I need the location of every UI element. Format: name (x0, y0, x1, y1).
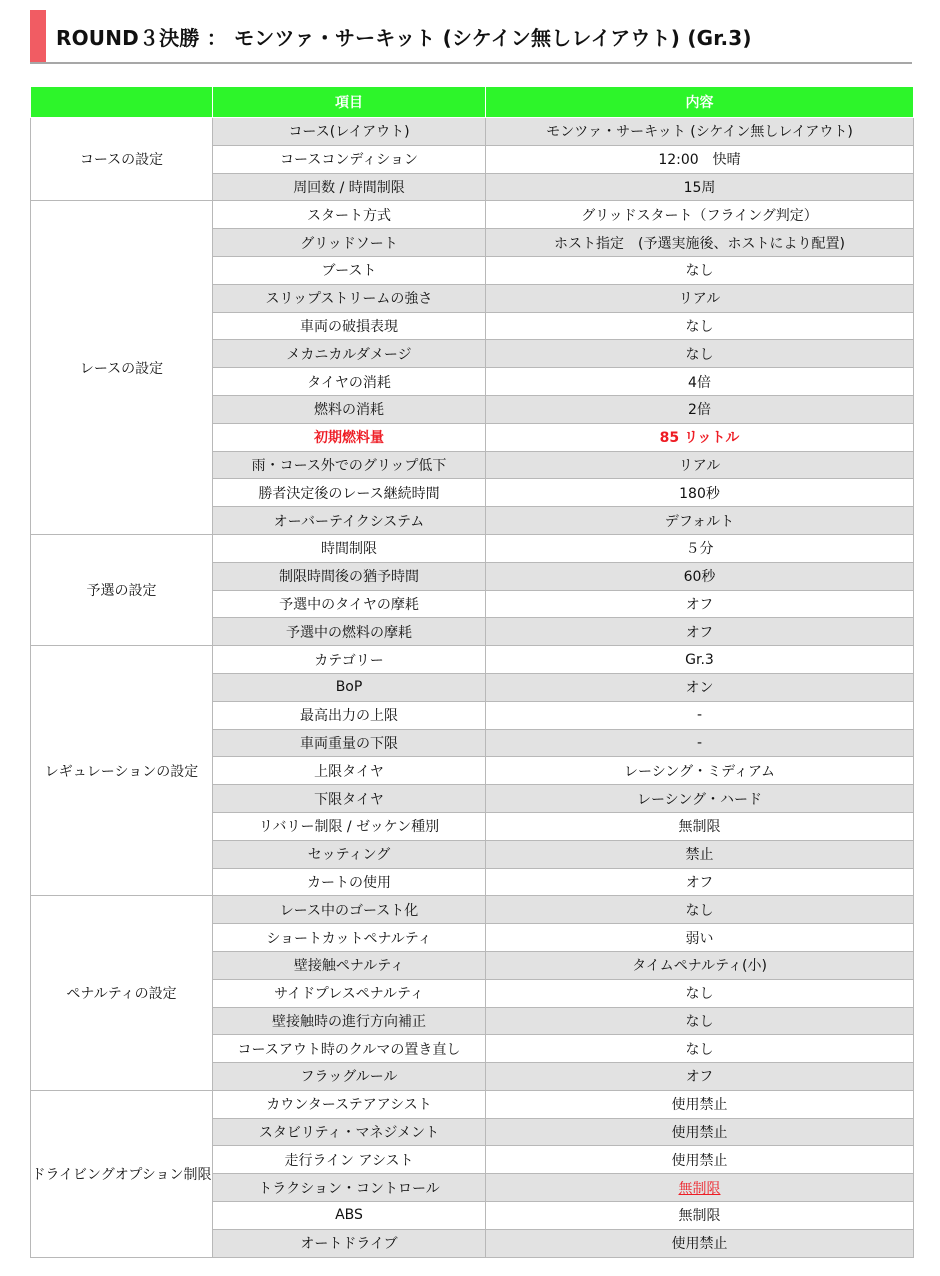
item-cell: フラッグルール (213, 1063, 486, 1091)
value-cell: 使用禁止 (486, 1090, 914, 1118)
value-cell: なし (486, 1007, 914, 1035)
item-cell: メカニカルダメージ (213, 340, 486, 368)
value-cell: 4倍 (486, 368, 914, 396)
value-cell: なし (486, 312, 914, 340)
value-cell: - (486, 729, 914, 757)
table-body (31, 118, 914, 1258)
category-cell: レースの設定 (31, 201, 213, 535)
value-cell: オン (486, 673, 914, 701)
item-cell: 予選中の燃料の摩耗 (213, 618, 486, 646)
value-cell: なし (486, 256, 914, 284)
item-cell: グリッドソート (213, 229, 486, 257)
item-cell: トラクション・コントロール (213, 1174, 486, 1202)
value-cell: 弱い (486, 924, 914, 952)
value-cell: 180秒 (486, 479, 914, 507)
value-cell: モンツァ・サーキット (シケイン無しレイアウト) (486, 118, 914, 146)
title-accent-bar (30, 10, 46, 62)
value-cell: 15周 (486, 173, 914, 201)
title-bar (30, 10, 912, 64)
value-cell: Gr.3 (486, 646, 914, 674)
item-cell: 時間制限 (213, 534, 486, 562)
value-cell: リアル (486, 451, 914, 479)
value-cell: 使用禁止 (486, 1146, 914, 1174)
item-cell: カートの使用 (213, 868, 486, 896)
page-title: ROUND３決勝 ： モンツァ・サーキット (シケイン無しレイアウト) (Gr.3) (56, 26, 752, 50)
item-cell: コース(レイアウト) (213, 118, 486, 146)
category-cell: レギュレーションの設定 (31, 646, 213, 896)
item-cell: 下限タイヤ (213, 785, 486, 813)
item-cell: 最高出力の上限 (213, 701, 486, 729)
table-row (31, 534, 914, 562)
item-cell: スタビリティ・マネジメント (213, 1118, 486, 1146)
value-cell: 無制限 (486, 1202, 914, 1230)
item-cell: 制限時間後の猶予時間 (213, 562, 486, 590)
value-cell: なし (486, 1035, 914, 1063)
value-cell: なし (486, 340, 914, 368)
value-cell: オフ (486, 1063, 914, 1091)
item-cell: リバリー制限 / ゼッケン種別 (213, 812, 486, 840)
value-cell: 使用禁止 (486, 1118, 914, 1146)
item-cell: BoP (213, 673, 486, 701)
header-category-cell (31, 87, 213, 118)
value-cell: 使用禁止 (486, 1229, 914, 1257)
item-cell: ABS (213, 1202, 486, 1230)
item-cell: スリップストリームの強さ (213, 284, 486, 312)
category-cell: コースの設定 (31, 118, 213, 201)
value-cell (486, 1174, 914, 1202)
table-row (31, 896, 914, 924)
value-cell: グリッドスタート（フライング判定） (486, 201, 914, 229)
table-row (31, 1090, 914, 1118)
value-cell: 12:00 快晴 (486, 145, 914, 173)
value-cell: ホスト指定 (予選実施後、ホストにより配置) (486, 229, 914, 257)
value-cell: 85 リットル (486, 423, 914, 451)
value-cell: レーシング・ハード (486, 785, 914, 813)
value-cell: 無制限 (486, 812, 914, 840)
item-cell: サイドプレスペナルティ (213, 979, 486, 1007)
table-row (31, 118, 914, 146)
item-cell: 車両重量の下限 (213, 729, 486, 757)
item-cell: 壁接触時の進行方向補正 (213, 1007, 486, 1035)
item-cell: カテゴリー (213, 646, 486, 674)
item-cell: 上限タイヤ (213, 757, 486, 785)
value-cell: オフ (486, 618, 914, 646)
item-cell: 周回数 / 時間制限 (213, 173, 486, 201)
item-cell: ブースト (213, 256, 486, 284)
value-cell: 2倍 (486, 395, 914, 423)
value-cell: デフォルト (486, 507, 914, 535)
value-cell: - (486, 701, 914, 729)
item-cell: タイヤの消耗 (213, 368, 486, 396)
table-header-row (31, 87, 914, 118)
value-cell: 60秒 (486, 562, 914, 590)
item-cell: 壁接触ペナルティ (213, 951, 486, 979)
category-cell: ドライビングオプション制限 (31, 1090, 213, 1257)
value-cell: オフ (486, 868, 914, 896)
item-cell: レース中のゴースト化 (213, 896, 486, 924)
value-cell: なし (486, 979, 914, 1007)
value-cell: なし (486, 896, 914, 924)
item-cell: セッティング (213, 840, 486, 868)
item-cell: 車両の破損表現 (213, 312, 486, 340)
table-row (31, 646, 914, 674)
item-cell: コースコンディション (213, 145, 486, 173)
category-cell: ペナルティの設定 (31, 896, 213, 1091)
item-cell: 走行ライン アシスト (213, 1146, 486, 1174)
item-cell: 勝者決定後のレース継続時間 (213, 479, 486, 507)
value-cell: 禁止 (486, 840, 914, 868)
item-cell: スタート方式 (213, 201, 486, 229)
item-cell: 予選中のタイヤの摩耗 (213, 590, 486, 618)
item-cell: カウンターステアアシスト (213, 1090, 486, 1118)
item-cell: コースアウト時のクルマの置き直し (213, 1035, 486, 1063)
category-cell: 予選の設定 (31, 534, 213, 645)
item-cell: オートドライブ (213, 1229, 486, 1257)
value-cell: タイムペナルティ(小) (486, 951, 914, 979)
value-cell: ５分 (486, 534, 914, 562)
item-cell: 燃料の消耗 (213, 395, 486, 423)
item-cell: 雨・コース外でのグリップ低下 (213, 451, 486, 479)
value-cell: オフ (486, 590, 914, 618)
item-cell: オーバーテイクシステム (213, 507, 486, 535)
header-content-cell: 内容 (486, 87, 914, 118)
item-cell: ショートカットペナルティ (213, 924, 486, 952)
value-text: 無制限 (678, 1180, 721, 1197)
value-cell: リアル (486, 284, 914, 312)
header-item-cell: 項目 (213, 87, 486, 118)
item-cell: 初期燃料量 (213, 423, 486, 451)
settings-table (30, 86, 914, 1258)
value-cell: レーシング・ミディアム (486, 757, 914, 785)
table-row (31, 201, 914, 229)
